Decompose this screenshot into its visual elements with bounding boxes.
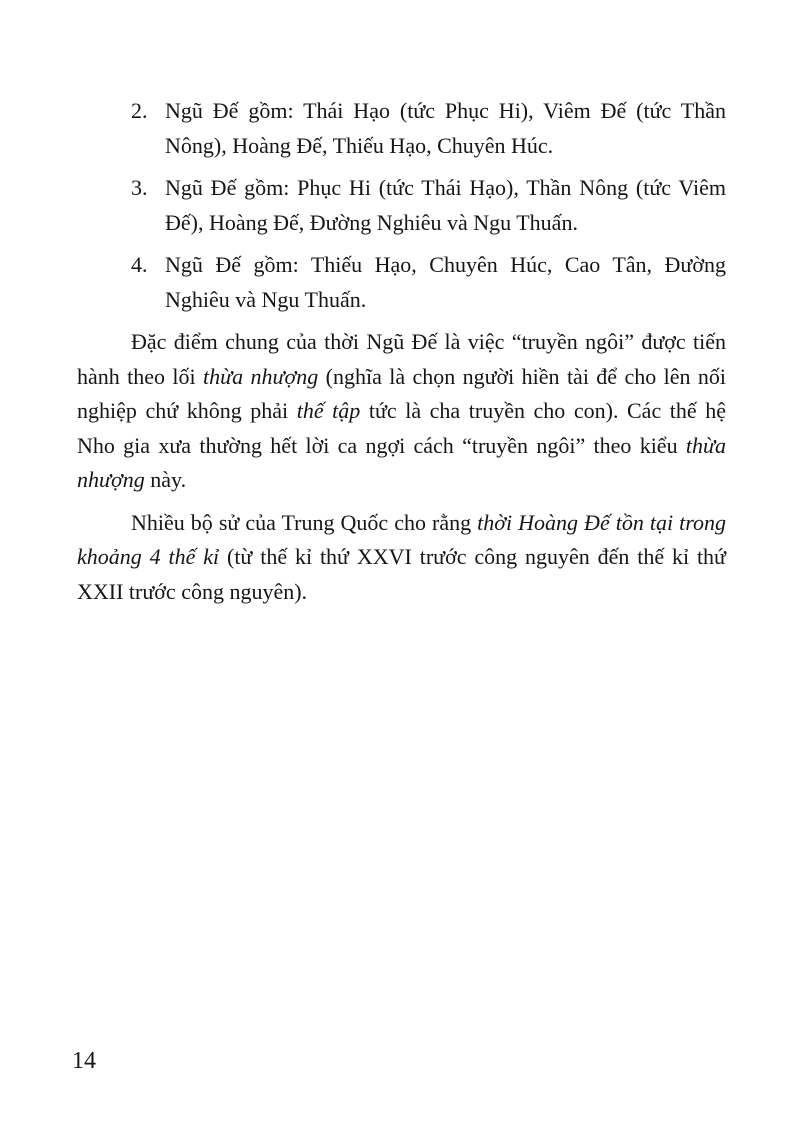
italic-term: thừa nhượng	[77, 432, 726, 492]
list-item-text: Ngũ Đế gồm: Thái Hạo (tức Phục Hi), Viêm Đế (tức Thần Nông), Hoàng Đế, Thiếu Hạo, Chuyên Húc.	[165, 98, 726, 158]
list-item	[77, 248, 726, 317]
page-number: 14	[72, 1048, 96, 1074]
list-item-number: 4.	[131, 252, 148, 277]
text-run: này.	[144, 467, 187, 492]
text-run: (nghĩa là chọn người hiền tài để cho lên nối nghiệp chứ không phải	[77, 363, 726, 423]
paragraph-huangdi	[77, 506, 726, 610]
text-run: Nhiều bộ sử của Trung Quốc cho rằng	[131, 509, 478, 535]
list-item	[77, 94, 726, 163]
text-run: tức là cha truyền cho con). Các thế hệ Nho gia xưa thường hết lời ca ngợi cách “truyền ngôi” theo kiểu	[77, 398, 726, 458]
list-item-number: 2.	[131, 98, 148, 123]
italic-phrase: thời Hoàng Đế tồn tại trong khoảng 4 thế kỉ	[77, 509, 726, 569]
italic-term: thừa nhượng	[203, 363, 319, 389]
page-body	[77, 94, 726, 617]
italic-term: thế tập	[296, 398, 361, 423]
list-item	[77, 171, 726, 240]
list-item-number: 3.	[131, 175, 148, 200]
list-item-text: Ngũ Đế gồm: Phục Hi (tức Thái Hạo), Thần Nông (tức Viêm Đế), Hoàng Đế, Đường Nghiêu và Ngu Thuấn.	[165, 175, 726, 235]
text-run: Đặc điểm chung của thời Ngũ Đế là việc “truyền ngôi” được tiến hành theo lối	[77, 329, 726, 389]
text-run: (từ thế kỉ thứ XXVI trước công nguyên đến thế kỉ thứ XXII trước công nguyên).	[77, 544, 726, 604]
list-item-text: Ngũ Đế gồm: Thiếu Hạo, Chuyên Húc, Cao Tân, Đường Nghiêu và Ngu Thuấn.	[165, 252, 726, 312]
paragraph-succession	[77, 325, 726, 498]
